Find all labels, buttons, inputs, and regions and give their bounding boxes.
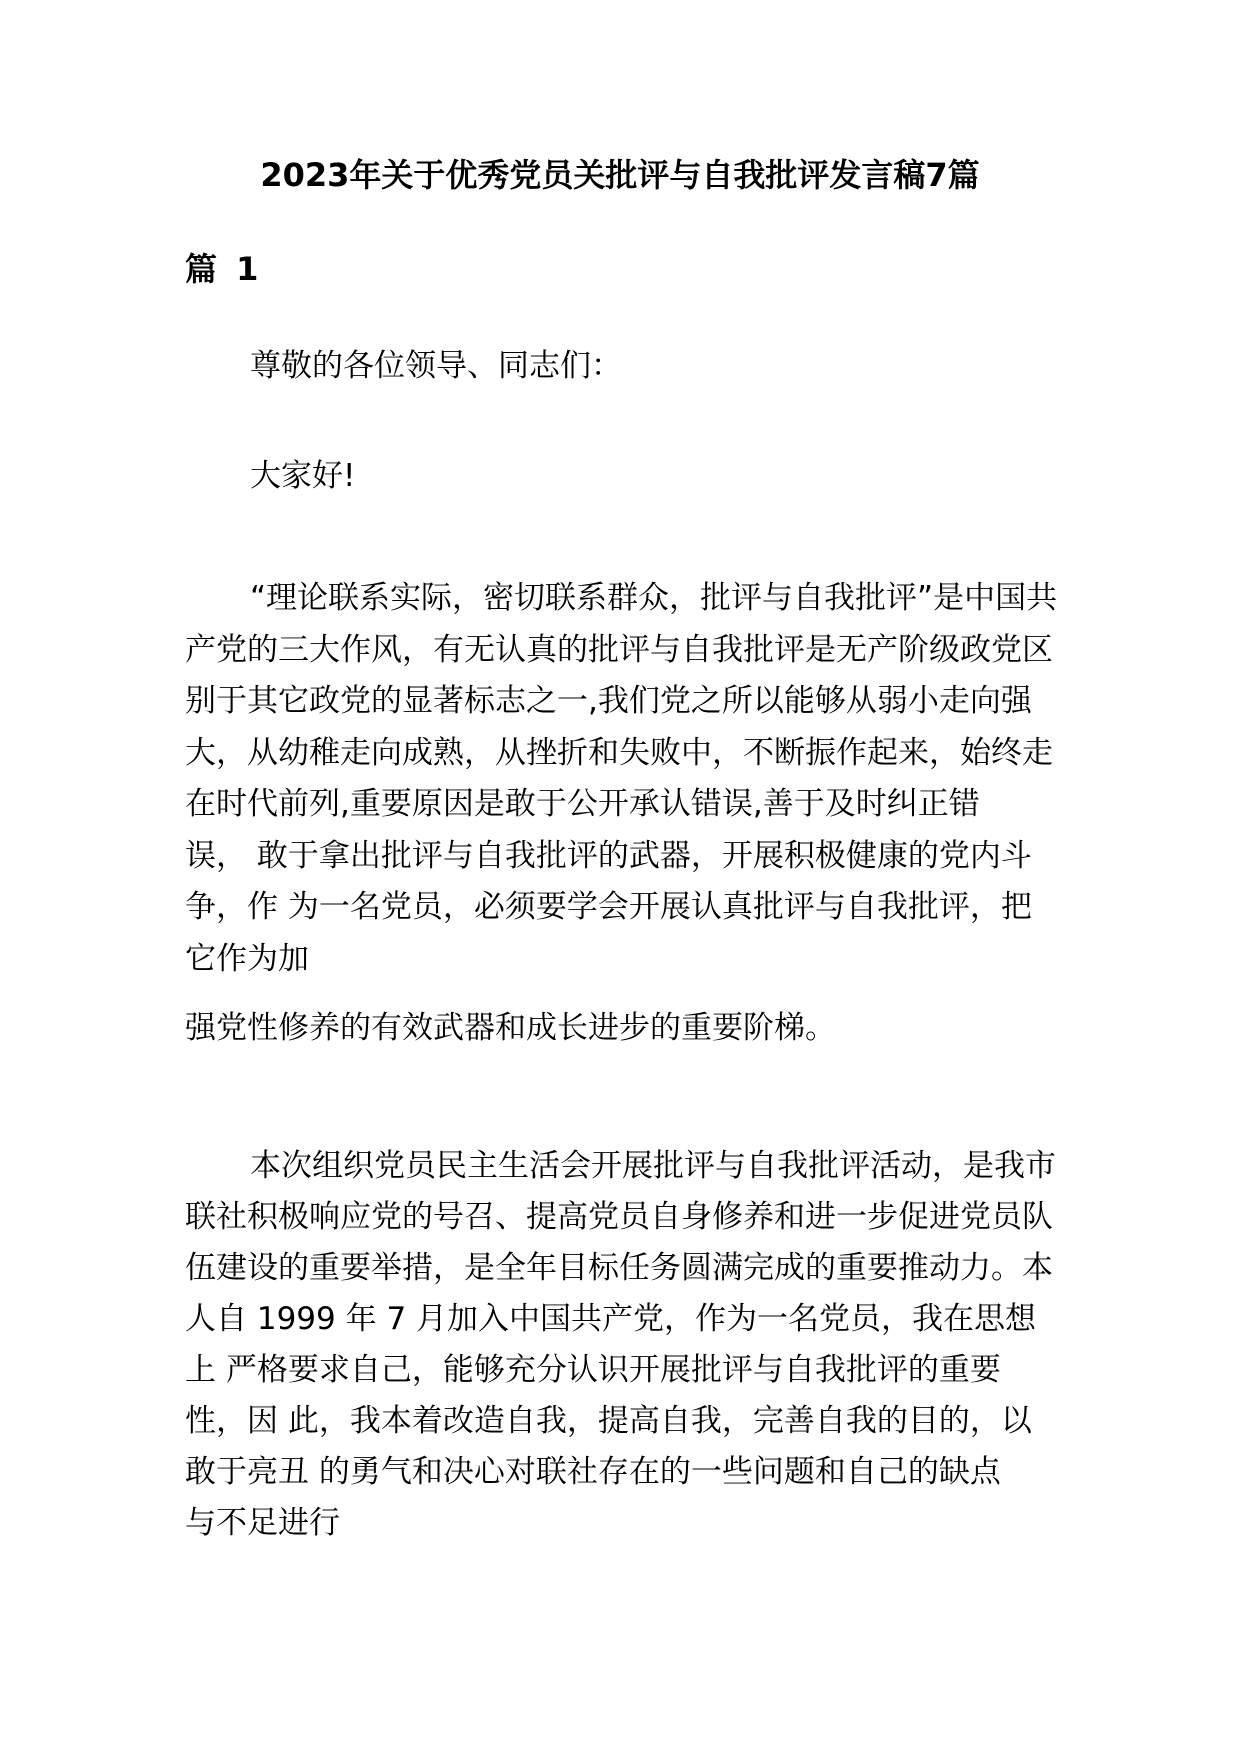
paragraph-line: 联社积极响应党的号召、提高党员自身修养和进一步促进党员队 <box>185 1199 1053 1235</box>
paragraph-line: 与不足进行 <box>185 1505 340 1541</box>
document-title: 2023年关于优秀党员关批评与自我批评发言稿7篇 <box>260 156 980 194</box>
section-heading: 篇 1 <box>185 250 263 288</box>
paragraph-line: 敢于亮丑 的勇气和决心对联社存在的一些问题和自己的缺点 <box>185 1454 1001 1490</box>
paragraph-line: 别于其它政党的显著标志之一,我们党之所以能够从弱小走向强 <box>185 683 1032 719</box>
greeting-text: 大家好! <box>250 458 356 494</box>
paragraph-line: 它作为加 <box>185 941 309 977</box>
paragraph-line: 误， 敢于拿出批评与自我批评的武器，开展积极健康的党内斗 <box>185 838 1032 874</box>
paragraph-line: 上 严格要求自己，能够充分认识开展批评与自我批评的重要 <box>185 1352 1001 1388</box>
paragraph-line: 伍建设的重要举措，是全年目标任务圆满完成的重要推动力。本 <box>185 1250 1053 1286</box>
paragraph-line: 产党的三大作风，有无认真的批评与自我批评是无产阶级政党区 <box>185 632 1053 668</box>
paragraph-line: 在时代前列,重要原因是敢于公开承认错误,善于及时纠正错 <box>185 786 980 822</box>
paragraph-line: 争，作 为一名党员，必须要学会开展认真批评与自我批评，把 <box>185 889 1032 925</box>
paragraph-line: 人自 1999 年 7 月加入中国共产党，作为一名党员，我在思想 <box>185 1301 1037 1337</box>
paragraph-line: 性，因 此，我本着改造自我，提高自我，完善自我的目的，以 <box>185 1403 1032 1439</box>
paragraph-line: 大，从幼稚走向成熟，从挫折和失败中，不断振作起来，始终走 <box>185 735 1053 771</box>
paragraph-line: “理论联系实际，密切联系群众，批评与自我批评”是中国共 <box>250 580 1058 616</box>
salutation-text: 尊敬的各位领导、同志们： <box>250 348 622 384</box>
paragraph-line: 本次组织党员民主生活会开展批评与自我批评活动，是我市 <box>250 1148 1056 1184</box>
paragraph-line: 强党性修养的有效武器和成长进步的重要阶梯。 <box>185 1010 836 1046</box>
